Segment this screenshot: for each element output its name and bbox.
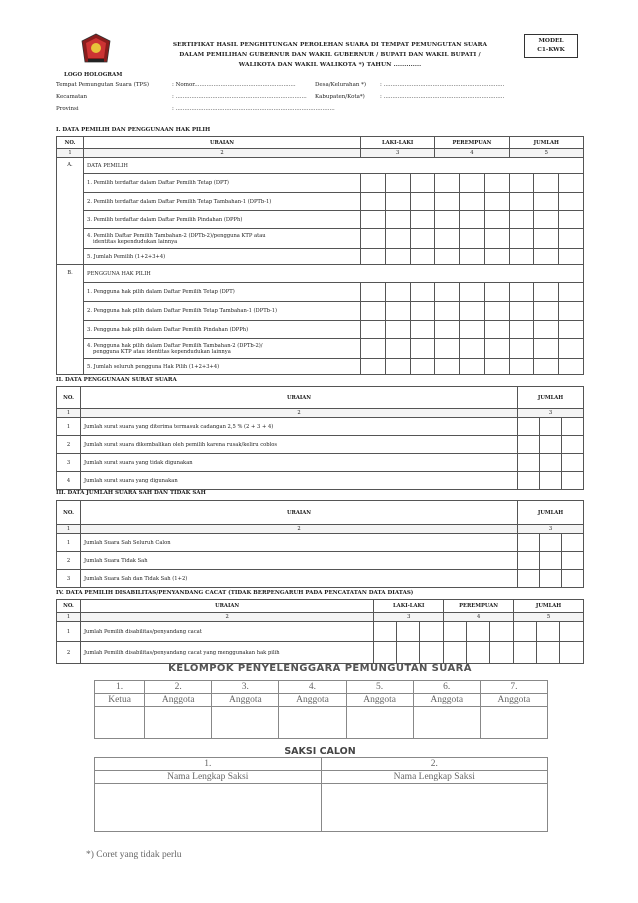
table-row: [57, 472, 584, 490]
row-label: 2. Pemilih terdaftar dalam Daftar Pemilih Tetap Tambahan-1 (DPTb-1): [84, 193, 361, 211]
kabupaten-value[interactable]: : .....................................................................: [380, 94, 505, 100]
section-1-title: I. DATA PEMILIH DAN PENGGUNAAN HAK PILIH: [56, 127, 211, 133]
title-line-2: DALAM PEMILIHAN GUBERNUR DAN WAKIL GUBERNUR / BUPATI DAN WAKIL BUPATI /: [179, 52, 481, 58]
table-row: [57, 249, 584, 265]
col-no: NO.: [57, 387, 81, 409]
signature-box[interactable]: [145, 707, 212, 739]
table-row: [57, 359, 584, 375]
col-no: NO.: [57, 137, 84, 149]
model-line-1: MODEL: [538, 38, 564, 44]
table-row: [57, 211, 584, 229]
saksi-signature-table: [94, 757, 548, 832]
num-3: 3: [374, 613, 444, 622]
section-2-table: [56, 386, 584, 490]
row-label: Jumlah surat suara yang digunakan: [80, 472, 517, 490]
title-line-3: WALIKOTA DAN WAKIL WALIKOTA *) TAHUN .............: [238, 62, 422, 68]
table-row: [57, 193, 584, 211]
row-label: [84, 229, 361, 249]
row-label: 3. Pemilih terdaftar dalam Daftar Pemilih Pindahan (DPPh): [84, 211, 361, 229]
model-line-2: C1-KWK: [537, 47, 565, 53]
col-jumlah: JUMLAH: [518, 387, 584, 409]
table-row: [57, 454, 584, 472]
col-laki-laki: LAKI-LAKI: [374, 600, 444, 613]
member-role: Ketua: [95, 694, 145, 707]
kecamatan-value[interactable]: : ...........................................................................: [172, 94, 307, 100]
member-no: 4.: [279, 681, 346, 694]
col-no: NO.: [57, 501, 81, 525]
member-no: 2.: [145, 681, 212, 694]
col-perempuan: PEREMPUAN: [444, 600, 514, 613]
kpu-logo: [79, 32, 113, 66]
kabupaten-label: Kabupaten/Kota*): [315, 94, 365, 100]
row-label: Jumlah Suara Tidak Sah: [80, 552, 517, 570]
row-label: 1. Pengguna hak pilih dalam Daftar Pemilih Tetap (DPT): [84, 283, 361, 302]
row-label: Jumlah surat suara yang tidak digunakan: [80, 454, 517, 472]
member-role: Anggota: [145, 694, 212, 707]
member-no: 7.: [480, 681, 547, 694]
col-jumlah: JUMLAH: [509, 137, 583, 149]
table-row: [57, 283, 584, 302]
row-no: 4: [57, 472, 81, 490]
num-3: 3: [361, 149, 435, 158]
row-label: 5. Jumlah Pemilih (1+2+3+4): [84, 249, 361, 265]
title-line-1: SERTIFIKAT HASIL PENGHITUNGAN PEROLEHAN SUARA DI TEMPAT PEMUNGUTAN SUARA: [172, 42, 488, 48]
col-jumlah: JUMLAH: [518, 501, 584, 525]
group-b-no: B.: [57, 265, 84, 375]
row-label: 3. Pengguna hak pilih dalam Daftar Pemilih Pindahan (DPPh): [84, 321, 361, 339]
saksi-name-label: Nama Lengkap Saksi: [321, 771, 548, 784]
row-no: 1: [57, 418, 81, 436]
member-no: 6.: [413, 681, 480, 694]
num-2: 2: [80, 525, 517, 534]
signature-box[interactable]: [95, 707, 145, 739]
col-perempuan: PEREMPUAN: [435, 137, 509, 149]
num-2: 2: [80, 613, 373, 622]
member-no: 1.: [95, 681, 145, 694]
member-role: Anggota: [413, 694, 480, 707]
table-row: [57, 302, 584, 321]
col-laki-laki: LAKI-LAKI: [361, 137, 435, 149]
saksi-no: 1.: [95, 758, 322, 771]
document-title: [150, 40, 510, 70]
num-1: 1: [57, 149, 84, 158]
col-no: NO.: [57, 600, 81, 613]
provinsi-label: Provinsi: [56, 106, 79, 112]
row-label: Jumlah surat suara dikembalikan oleh pemilih karena rusak/keliru coblos: [80, 436, 517, 454]
member-no: 3.: [212, 681, 279, 694]
section-1-table: [56, 136, 584, 375]
num-4: 4: [444, 613, 514, 622]
saksi-title: SAKSI CALON: [284, 746, 356, 757]
row-label: Jumlah Suara Sah dan Tidak Sah (1+2): [80, 570, 517, 588]
section-3-title: III. DATA JUMLAH SUARA SAH DAN TIDAK SAH: [56, 490, 206, 496]
row-no: 2: [57, 436, 81, 454]
row-no: 1: [57, 622, 81, 642]
row-label: Jumlah Pemilih disabilitas/penyandang cacat: [80, 622, 373, 642]
signature-box[interactable]: [480, 707, 547, 739]
row-label: 1. Pemilih terdaftar dalam Daftar Pemilih Tetap (DPT): [84, 174, 361, 193]
row-label: 2. Pengguna hak pilih dalam Daftar Pemilih Tetap Tambahan-1 (DPTb-1): [84, 302, 361, 321]
row-label: Jumlah Pemilih disabilitas/penyandang cacat yang menggunakan hak pilih: [80, 642, 373, 664]
table-row: [57, 642, 584, 664]
table-row: [57, 339, 584, 359]
row-label-line-1: 4. Pemilih Daftar Pemilih Tambahan-2 (DPTb-2)/pengguna KTP atau: [87, 232, 266, 239]
num-3: 3: [518, 525, 584, 534]
num-2: 2: [80, 409, 517, 418]
col-uraian: URAIAN: [80, 387, 517, 409]
section-3-table: [56, 500, 584, 588]
num-5: 5: [509, 149, 583, 158]
tps-label: Tempat Pemungutan Suara (TPS): [56, 82, 149, 88]
row-label: Jumlah surat suara yang diterima termasuk cadangan 2,5 % (2 + 3 + 4): [80, 418, 517, 436]
row-label: Jumlah Suara Sah Seluruh Calon: [80, 534, 517, 552]
row-label-line-2: identitas kependudukan lainnya: [93, 238, 178, 245]
group-b-label: PENGGUNA HAK PILIH: [84, 265, 584, 283]
table-row: [57, 534, 584, 552]
section-2-title: II. DATA PENGGUNAAN SURAT SUARA: [56, 377, 177, 383]
col-uraian: URAIAN: [80, 600, 373, 613]
saksi-signature-box[interactable]: [321, 784, 548, 832]
group-a-label: DATA PEMILIH: [84, 158, 584, 174]
saksi-signature-box[interactable]: [95, 784, 322, 832]
col-uraian: URAIAN: [80, 501, 517, 525]
row-label-line-2: pengguna KTP atau identitas kependudukan lainnya: [93, 348, 231, 355]
model-badge: [524, 34, 578, 58]
member-no: 5.: [346, 681, 413, 694]
row-no: 3: [57, 454, 81, 472]
signature-box[interactable]: [279, 707, 346, 739]
num-1: 1: [57, 613, 81, 622]
table-row: [57, 321, 584, 339]
member-role: Anggota: [212, 694, 279, 707]
kecamatan-label: Kecamatan: [56, 94, 88, 100]
table-row: [57, 229, 584, 249]
kelompok-title: KELOMPOK PENYELENGGARA PEMUNGUTAN SUARA: [168, 663, 472, 674]
row-no: 1: [57, 534, 81, 552]
row-label-line-1: 4. Pengguna hak pilih dalam Daftar Pemilih Tambahan-2 (DPTb-2)/: [87, 342, 263, 349]
signature-box[interactable]: [413, 707, 480, 739]
section-4-table: [56, 599, 584, 664]
table-row: [57, 552, 584, 570]
row-no: 2: [57, 552, 81, 570]
section-4-title: IV. DATA PEMILIH DISABILITAS/PENYANDANG CACAT (TIDAK BERPENGARUH PADA PENCATATAN DATA DIATAS): [56, 590, 414, 596]
tps-value[interactable]: : Nomor..........................................................: [172, 82, 296, 88]
signature-box[interactable]: [346, 707, 413, 739]
desa-label: Desa/Kelurahan *): [315, 82, 367, 88]
row-label: 5. Jumlah seluruh pengguna Hak Pilih (1+2+3+4): [84, 359, 361, 375]
num-1: 1: [57, 409, 81, 418]
saksi-name-label: Nama Lengkap Saksi: [95, 771, 322, 784]
col-jumlah: JUMLAH: [514, 600, 584, 613]
num-4: 4: [435, 149, 509, 158]
num-2: 2: [84, 149, 361, 158]
kelompok-signature-table: [94, 680, 548, 739]
table-row: [57, 622, 584, 642]
table-row: [57, 174, 584, 193]
table-row: [57, 436, 584, 454]
col-uraian: URAIAN: [84, 137, 361, 149]
signature-box[interactable]: [212, 707, 279, 739]
num-1: 1: [57, 525, 81, 534]
num-5: 5: [514, 613, 584, 622]
member-role: Anggota: [346, 694, 413, 707]
member-role: Anggota: [279, 694, 346, 707]
group-a-no: A.: [57, 158, 84, 265]
table-row: [57, 570, 584, 588]
logo-hologram-label: LOGO HOLOGRAM: [64, 72, 123, 78]
saksi-no: 2.: [321, 758, 548, 771]
provinsi-value[interactable]: : ...........................................................................................: [172, 106, 335, 112]
footnote: *) Coret yang tidak perlu: [86, 850, 182, 860]
row-no: 2: [57, 642, 81, 664]
row-no: 3: [57, 570, 81, 588]
table-row: [57, 418, 584, 436]
row-label: [84, 339, 361, 359]
desa-value[interactable]: : .....................................................................: [380, 82, 505, 88]
member-role: Anggota: [480, 694, 547, 707]
num-3: 3: [518, 409, 584, 418]
